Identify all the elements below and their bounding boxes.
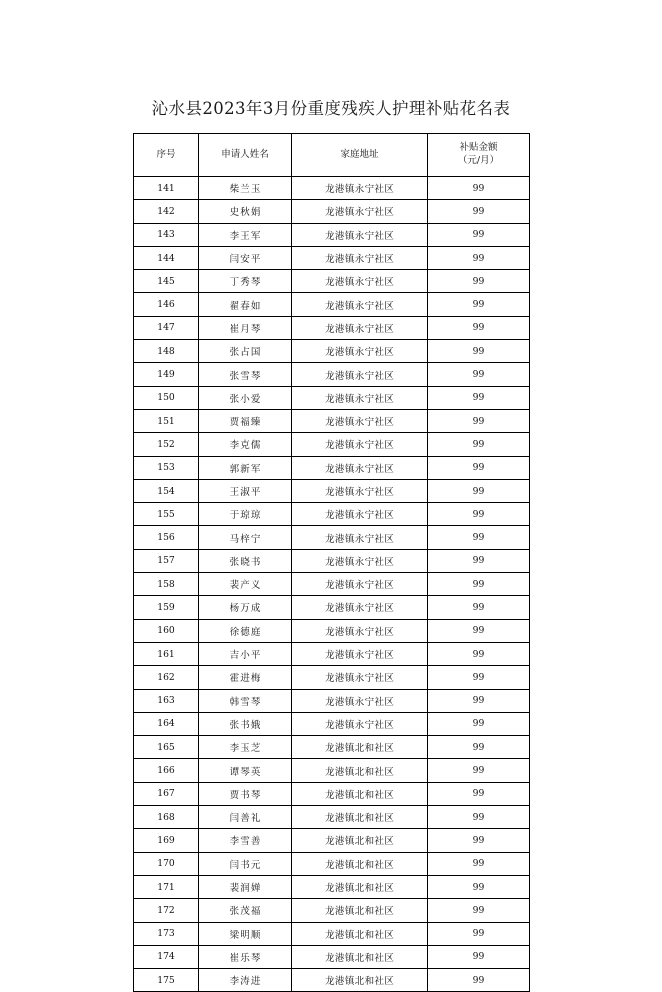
cell-seq: 167 — [134, 782, 199, 805]
cell-seq: 152 — [134, 433, 199, 456]
cell-seq: 144 — [134, 246, 199, 269]
table-row — [134, 200, 530, 223]
cell-address: 龙港镇永宁社区 — [292, 503, 428, 526]
cell-name: 李雪善 — [199, 829, 292, 852]
cell-address: 龙港镇永宁社区 — [292, 270, 428, 293]
cell-amount: 99 — [428, 549, 530, 572]
cell-amount: 99 — [428, 619, 530, 642]
cell-address: 龙港镇永宁社区 — [292, 246, 428, 269]
cell-address: 龙港镇北和社区 — [292, 852, 428, 875]
cell-address: 龙港镇永宁社区 — [292, 456, 428, 479]
cell-amount: 99 — [428, 922, 530, 945]
cell-name: 霍进梅 — [199, 666, 292, 689]
page-title: 沁水县2023年3月份重度残疾人护理补贴花名表 — [151, 99, 511, 118]
cell-amount: 99 — [428, 806, 530, 829]
cell-seq: 164 — [134, 712, 199, 735]
cell-address: 龙港镇北和社区 — [292, 829, 428, 852]
cell-amount: 99 — [428, 409, 530, 432]
cell-address: 龙港镇永宁社区 — [292, 316, 428, 339]
table-row — [134, 759, 530, 782]
cell-name: 马梓宁 — [199, 526, 292, 549]
cell-address: 龙港镇北和社区 — [292, 806, 428, 829]
cell-seq: 147 — [134, 316, 199, 339]
cell-name: 张占国 — [199, 340, 292, 363]
cell-amount: 99 — [428, 689, 530, 712]
cell-seq: 175 — [134, 969, 199, 992]
cell-name: 崔乐琴 — [199, 945, 292, 968]
cell-address: 龙港镇北和社区 — [292, 945, 428, 968]
table-row — [134, 806, 530, 829]
table-row — [134, 666, 530, 689]
cell-seq: 162 — [134, 666, 199, 689]
table-row — [134, 922, 530, 945]
cell-name: 闫书元 — [199, 852, 292, 875]
column-header-seq-label: 序号 — [156, 148, 176, 160]
cell-amount: 99 — [428, 945, 530, 968]
table-row — [134, 409, 530, 432]
cell-seq: 163 — [134, 689, 199, 712]
column-header-address-label: 家庭地址 — [340, 148, 379, 160]
cell-seq: 155 — [134, 503, 199, 526]
table-row — [134, 852, 530, 875]
cell-address: 龙港镇永宁社区 — [292, 712, 428, 735]
table-row — [134, 246, 530, 269]
cell-name: 丁秀琴 — [199, 270, 292, 293]
cell-name: 吉小平 — [199, 642, 292, 665]
cell-address: 龙港镇北和社区 — [292, 759, 428, 782]
table-row — [134, 433, 530, 456]
cell-seq: 141 — [134, 177, 199, 200]
cell-address: 龙港镇北和社区 — [292, 969, 428, 992]
table-header-row — [134, 134, 530, 177]
table-row — [134, 340, 530, 363]
cell-address: 龙港镇永宁社区 — [292, 293, 428, 316]
table-row — [134, 712, 530, 735]
cell-address: 龙港镇北和社区 — [292, 922, 428, 945]
table-row — [134, 945, 530, 968]
cell-seq: 151 — [134, 409, 199, 432]
cell-name: 李克儒 — [199, 433, 292, 456]
cell-name: 张雪琴 — [199, 363, 292, 386]
cell-name: 裴润婵 — [199, 875, 292, 898]
cell-name: 贾书琴 — [199, 782, 292, 805]
table-row — [134, 619, 530, 642]
cell-seq: 142 — [134, 200, 199, 223]
cell-seq: 158 — [134, 573, 199, 596]
cell-name: 杨万成 — [199, 596, 292, 619]
cell-amount: 99 — [428, 246, 530, 269]
cell-seq: 174 — [134, 945, 199, 968]
cell-seq: 169 — [134, 829, 199, 852]
cell-address: 龙港镇永宁社区 — [292, 409, 428, 432]
cell-address: 龙港镇永宁社区 — [292, 363, 428, 386]
cell-name: 闫安平 — [199, 246, 292, 269]
column-header-name-label: 申请人姓名 — [221, 148, 269, 160]
cell-address: 龙港镇永宁社区 — [292, 596, 428, 619]
column-header-amount — [428, 134, 530, 177]
roster-table — [133, 133, 530, 992]
table-row — [134, 363, 530, 386]
cell-amount: 99 — [428, 270, 530, 293]
cell-address: 龙港镇永宁社区 — [292, 177, 428, 200]
cell-name: 贾福臻 — [199, 409, 292, 432]
cell-amount: 99 — [428, 503, 530, 526]
table-row — [134, 829, 530, 852]
cell-amount: 99 — [428, 829, 530, 852]
cell-name: 翟春如 — [199, 293, 292, 316]
cell-seq: 154 — [134, 479, 199, 502]
cell-name: 王淑平 — [199, 479, 292, 502]
column-header-name — [199, 134, 292, 177]
column-header-amount-label: 补贴金额 — [459, 142, 498, 154]
table-row — [134, 689, 530, 712]
cell-amount: 99 — [428, 433, 530, 456]
cell-seq: 150 — [134, 386, 199, 409]
cell-amount: 99 — [428, 386, 530, 409]
cell-address: 龙港镇永宁社区 — [292, 666, 428, 689]
cell-address: 龙港镇永宁社区 — [292, 479, 428, 502]
cell-seq: 171 — [134, 875, 199, 898]
table-row — [134, 479, 530, 502]
table-row — [134, 223, 530, 246]
table-row — [134, 316, 530, 339]
cell-amount: 99 — [428, 177, 530, 200]
table-row — [134, 782, 530, 805]
cell-seq: 143 — [134, 223, 199, 246]
cell-address: 龙港镇永宁社区 — [292, 642, 428, 665]
cell-name: 裴产义 — [199, 573, 292, 596]
cell-amount: 99 — [428, 666, 530, 689]
table-row — [134, 456, 530, 479]
table-row — [134, 596, 530, 619]
cell-seq: 170 — [134, 852, 199, 875]
table-row — [134, 293, 530, 316]
table-row — [134, 642, 530, 665]
cell-address: 龙港镇永宁社区 — [292, 526, 428, 549]
cell-amount: 99 — [428, 316, 530, 339]
cell-seq: 168 — [134, 806, 199, 829]
cell-amount: 99 — [428, 526, 530, 549]
cell-name: 郭新军 — [199, 456, 292, 479]
cell-name: 韩雪琴 — [199, 689, 292, 712]
cell-name: 张书娥 — [199, 712, 292, 735]
table-row — [134, 969, 530, 992]
cell-address: 龙港镇北和社区 — [292, 875, 428, 898]
cell-amount: 99 — [428, 899, 530, 922]
cell-seq: 149 — [134, 363, 199, 386]
column-header-seq — [134, 134, 199, 177]
cell-seq: 165 — [134, 736, 199, 759]
cell-amount: 99 — [428, 200, 530, 223]
table-body — [134, 177, 530, 992]
cell-seq: 160 — [134, 619, 199, 642]
cell-address: 龙港镇永宁社区 — [292, 619, 428, 642]
cell-name: 史秋娟 — [199, 200, 292, 223]
cell-seq: 146 — [134, 293, 199, 316]
cell-amount: 99 — [428, 363, 530, 386]
cell-name: 李涛进 — [199, 969, 292, 992]
cell-name: 崔月琴 — [199, 316, 292, 339]
cell-address: 龙港镇永宁社区 — [292, 223, 428, 246]
cell-seq: 173 — [134, 922, 199, 945]
cell-address: 龙港镇北和社区 — [292, 782, 428, 805]
cell-amount: 99 — [428, 293, 530, 316]
column-header-amount-unit: （元/月） — [457, 155, 500, 166]
cell-seq: 166 — [134, 759, 199, 782]
cell-address: 龙港镇永宁社区 — [292, 386, 428, 409]
roster-table-container — [133, 133, 529, 992]
cell-amount: 99 — [428, 340, 530, 363]
table-row — [134, 503, 530, 526]
cell-amount: 99 — [428, 969, 530, 992]
cell-address: 龙港镇永宁社区 — [292, 549, 428, 572]
cell-name: 于琼琼 — [199, 503, 292, 526]
column-header-address — [292, 134, 428, 177]
cell-address: 龙港镇永宁社区 — [292, 200, 428, 223]
table-header — [134, 134, 530, 177]
cell-amount: 99 — [428, 573, 530, 596]
cell-amount: 99 — [428, 456, 530, 479]
table-row — [134, 875, 530, 898]
cell-amount: 99 — [428, 782, 530, 805]
table-row — [134, 736, 530, 759]
table-row — [134, 386, 530, 409]
cell-seq: 153 — [134, 456, 199, 479]
cell-name: 闫善礼 — [199, 806, 292, 829]
cell-name: 徐德庭 — [199, 619, 292, 642]
cell-amount: 99 — [428, 875, 530, 898]
table-row — [134, 270, 530, 293]
cell-amount: 99 — [428, 736, 530, 759]
cell-seq: 161 — [134, 642, 199, 665]
cell-address: 龙港镇永宁社区 — [292, 573, 428, 596]
cell-amount: 99 — [428, 223, 530, 246]
cell-address: 龙港镇北和社区 — [292, 736, 428, 759]
cell-amount: 99 — [428, 759, 530, 782]
cell-name: 梁明顺 — [199, 922, 292, 945]
cell-name: 张小爱 — [199, 386, 292, 409]
cell-seq: 148 — [134, 340, 199, 363]
cell-name: 张晓书 — [199, 549, 292, 572]
cell-seq: 172 — [134, 899, 199, 922]
table-row — [134, 573, 530, 596]
cell-name: 谭琴英 — [199, 759, 292, 782]
table-row — [134, 177, 530, 200]
table-row — [134, 526, 530, 549]
cell-seq: 159 — [134, 596, 199, 619]
table-row — [134, 549, 530, 572]
cell-amount: 99 — [428, 712, 530, 735]
cell-address: 龙港镇永宁社区 — [292, 340, 428, 363]
cell-amount: 99 — [428, 642, 530, 665]
cell-name: 张茂福 — [199, 899, 292, 922]
cell-address: 龙港镇永宁社区 — [292, 433, 428, 456]
cell-address: 龙港镇永宁社区 — [292, 689, 428, 712]
cell-amount: 99 — [428, 852, 530, 875]
table-row — [134, 899, 530, 922]
cell-amount: 99 — [428, 596, 530, 619]
cell-amount: 99 — [428, 479, 530, 502]
cell-seq: 145 — [134, 270, 199, 293]
cell-name: 李王军 — [199, 223, 292, 246]
cell-name: 李玉芝 — [199, 736, 292, 759]
cell-name: 柴兰玉 — [199, 177, 292, 200]
cell-address: 龙港镇北和社区 — [292, 899, 428, 922]
cell-seq: 157 — [134, 549, 199, 572]
cell-seq: 156 — [134, 526, 199, 549]
